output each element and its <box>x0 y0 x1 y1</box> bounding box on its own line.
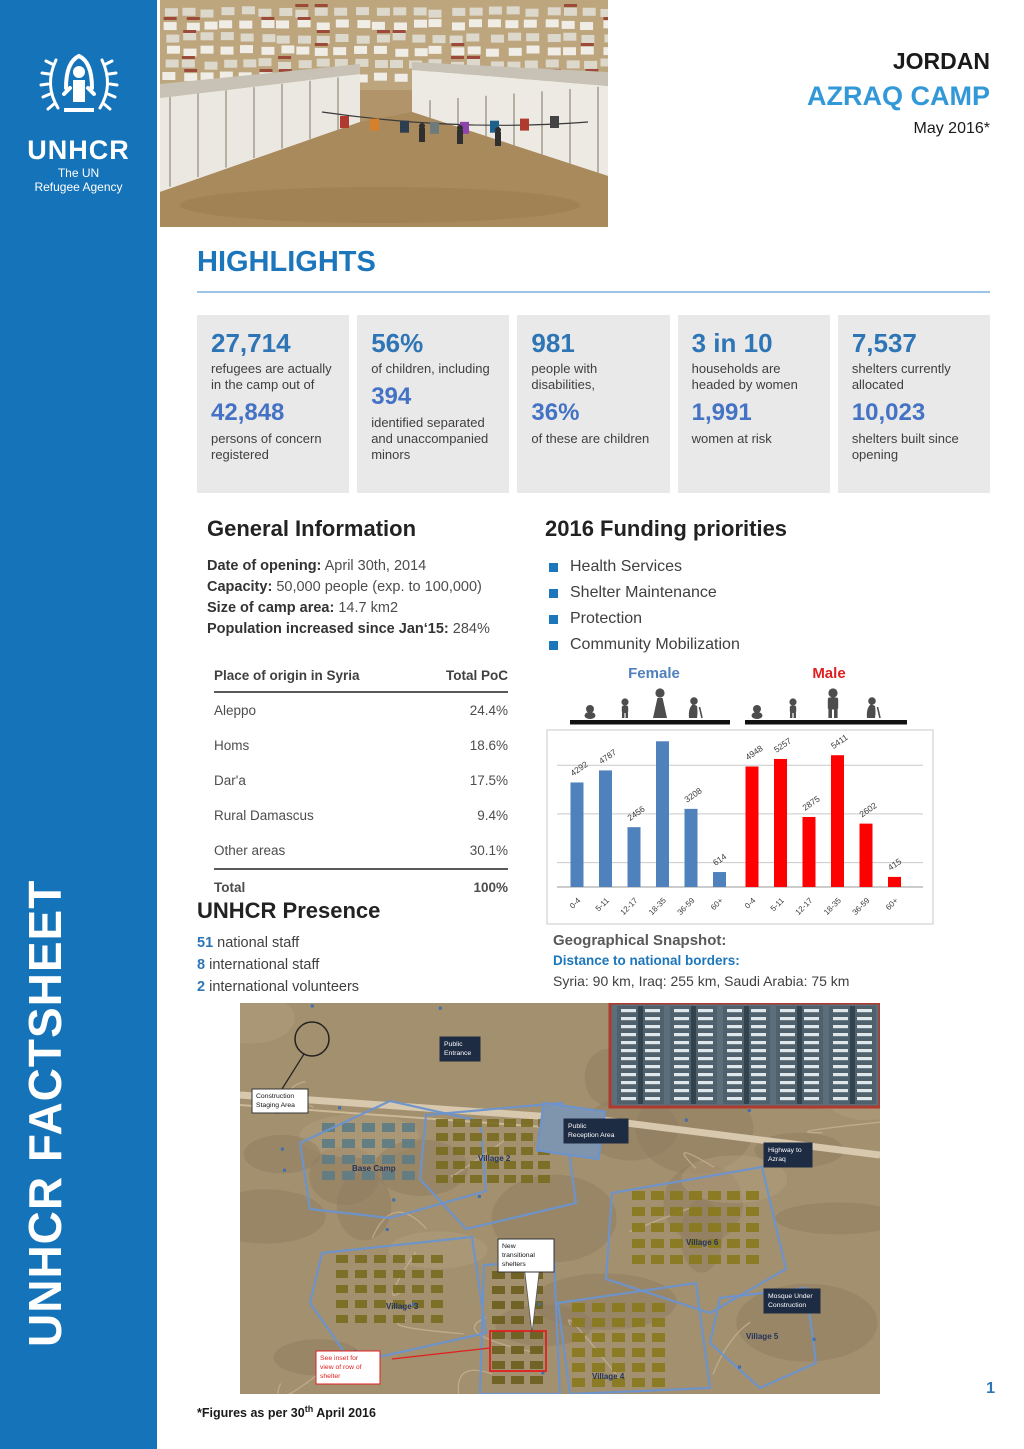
vertical-factsheet-title: UNHCR FACTSHEET <box>19 879 71 1347</box>
funding-item-label: Protection <box>570 610 643 627</box>
footnote-prefix: *Figures as per 30 <box>197 1406 305 1421</box>
presence-role: international staff <box>209 957 320 973</box>
highlight-box <box>678 315 830 493</box>
funding-item-label: Health Services <box>570 558 683 575</box>
general-info-lines <box>207 556 537 640</box>
highlight-stat-secondary: 1,991 <box>691 399 752 426</box>
origin-poc: 17.5% <box>469 773 508 788</box>
origin-table-row <box>214 692 508 728</box>
general-info-line <box>207 577 537 598</box>
origin-table-row <box>214 728 508 763</box>
square-bullet-icon <box>549 589 558 598</box>
origin-poc: 18.6% <box>469 738 508 753</box>
info-label: Size of camp area: <box>207 600 335 616</box>
origin-place: Dar'a <box>214 773 246 788</box>
highlight-stat-primary: 7,537 <box>851 328 917 358</box>
highlight-stat-secondary: 36% <box>531 399 580 426</box>
origin-place: Other areas <box>214 843 286 858</box>
footnote-sup: th <box>304 1404 314 1414</box>
male-bar-12-17 <box>803 817 816 887</box>
svg-text:18-35: 18-35 <box>822 896 843 917</box>
highlight-box <box>197 315 349 493</box>
highlight-desc-primary: of children, including <box>371 361 490 376</box>
svg-text:Construction: Construction <box>256 1093 295 1100</box>
svg-text:Entrance: Entrance <box>444 1050 472 1057</box>
origin-table-row <box>214 798 508 833</box>
map-label-highway-to-azraq <box>764 1143 812 1167</box>
svg-text:5257: 5257 <box>771 735 794 755</box>
origin-place: Homs <box>214 738 250 753</box>
svg-text:Base Camp: Base Camp <box>352 1164 396 1173</box>
origin-total-value: 100% <box>420 869 508 905</box>
geo-snapshot <box>553 932 953 989</box>
svg-text:Village 5: Village 5 <box>746 1332 779 1341</box>
presence-line <box>197 932 359 954</box>
funding-item <box>549 584 740 602</box>
geo-distances: Syria: 90 km, Iraq: 255 km, Saudi Arabia: 75 km <box>553 973 850 989</box>
svg-text:415: 415 <box>885 856 904 873</box>
demographics-chart <box>545 662 937 928</box>
highlight-desc-primary: refugees are actually in the camp out of <box>211 361 332 392</box>
girl-icon <box>621 698 628 718</box>
highlight-stat-primary: 27,714 <box>211 328 291 358</box>
female-bar-36-59 <box>685 809 698 887</box>
svg-text:3208: 3208 <box>682 785 704 805</box>
svg-text:New: New <box>502 1243 516 1250</box>
elderly-woman-icon <box>689 697 702 718</box>
woman-icon <box>653 688 667 718</box>
svg-text:5411: 5411 <box>828 732 850 751</box>
svg-text:Public: Public <box>568 1123 587 1130</box>
highlight-desc-primary: households are headed by women <box>691 361 798 392</box>
svg-text:Public: Public <box>444 1041 463 1048</box>
svg-text:60+: 60+ <box>708 896 725 913</box>
svg-text:18-35: 18-35 <box>647 896 668 917</box>
square-bullet-icon <box>549 615 558 624</box>
origin-place: Rural Damascus <box>214 808 314 823</box>
svg-text:See inset for: See inset for <box>320 1355 359 1362</box>
origin-table <box>214 662 508 905</box>
svg-text:Village 4: Village 4 <box>592 1372 625 1381</box>
funding-item <box>549 558 740 576</box>
logo-org-text: UNHCR <box>27 135 130 165</box>
svg-text:Mosque Under: Mosque Under <box>768 1293 813 1300</box>
camp-title: AZRAQ CAMP <box>807 81 990 111</box>
funding-item <box>549 636 740 654</box>
funding-item <box>549 610 740 628</box>
presence-line <box>197 954 359 976</box>
man-icon <box>828 688 838 718</box>
info-label: Date of opening: <box>207 558 322 574</box>
map-label-inset-note <box>316 1351 380 1384</box>
report-date: May 2016* <box>913 120 990 137</box>
highlight-desc-secondary: identified separated and unaccompanied minors <box>371 415 489 462</box>
svg-text:Azraq: Azraq <box>768 1156 786 1163</box>
info-value: April 30th, 2014 <box>324 558 427 574</box>
camp-photo <box>160 0 608 227</box>
svg-text:shelter: shelter <box>320 1373 341 1380</box>
map-label-village-6 <box>686 1238 719 1247</box>
svg-text:Male: Male <box>812 665 846 682</box>
svg-text:Village 6: Village 6 <box>686 1238 719 1247</box>
presence-lines <box>197 932 359 998</box>
geo-title: Geographical Snapshot: <box>553 932 727 949</box>
female-bar-60+ <box>713 872 726 887</box>
svg-text:4948: 4948 <box>743 743 765 763</box>
page-number: 1 <box>986 1380 995 1397</box>
origin-table-row <box>214 833 508 869</box>
male-bar-0-4 <box>746 766 759 887</box>
female-bar-18-35 <box>656 741 669 887</box>
highlight-desc-primary: shelters currently allocated <box>851 361 951 392</box>
highlight-desc-secondary: of these are children <box>531 431 650 446</box>
highlight-stat-primary: 56% <box>371 328 424 358</box>
highlight-box <box>838 315 990 493</box>
map-label-public-reception-area <box>564 1119 628 1143</box>
origin-poc: 30.1% <box>469 843 508 858</box>
general-info-line <box>207 619 537 640</box>
svg-text:Construction: Construction <box>768 1302 807 1309</box>
highlights-title: HIGHLIGHTS <box>197 246 376 278</box>
svg-text:2602: 2602 <box>857 800 879 820</box>
male-bar-60+ <box>888 877 901 887</box>
map-label-construction-staging-area <box>252 1089 308 1113</box>
origin-table-row <box>214 763 508 798</box>
map-label-village-5 <box>746 1332 779 1341</box>
map-label-village-4 <box>592 1372 625 1381</box>
svg-text:4787: 4787 <box>596 747 619 767</box>
info-label: Capacity: <box>207 579 273 595</box>
logo-tagline-2: Refugee Agency <box>34 180 123 194</box>
highlight-stat-secondary: 10,023 <box>851 399 926 426</box>
female-bar-0-4 <box>571 782 584 887</box>
svg-text:0-4: 0-4 <box>742 896 758 911</box>
svg-text:36-59: 36-59 <box>675 896 697 917</box>
svg-text:2875: 2875 <box>800 793 822 813</box>
highlight-desc-secondary: women at risk <box>691 431 772 446</box>
male-bar-18-35 <box>831 755 844 887</box>
origin-col-header: Place of origin in Syria <box>214 662 420 692</box>
female-bar-12-17 <box>628 827 641 887</box>
baby-girl-icon <box>585 705 596 719</box>
presence-count: 8 <box>197 957 206 973</box>
funding-item-label: Shelter Maintenance <box>570 584 717 601</box>
male-bar-5-11 <box>774 759 787 887</box>
male-bar-36-59 <box>860 824 873 887</box>
elderly-man-icon <box>867 697 880 718</box>
camp-map <box>240 1003 880 1394</box>
svg-text:view of row of: view of row of <box>320 1364 362 1371</box>
map-label-village-3 <box>386 1302 419 1311</box>
female-bar-5-11 <box>599 770 612 887</box>
presence-role: national staff <box>217 935 300 951</box>
unhcr-logo <box>0 42 157 194</box>
funding-list <box>549 558 740 662</box>
baby-boy-icon <box>752 705 763 719</box>
funding-item-label: Community Mobilization <box>570 636 740 653</box>
svg-text:60+: 60+ <box>883 896 900 913</box>
origin-poc: 24.4% <box>469 703 508 718</box>
map-label-new-transitional-shelters <box>498 1239 554 1272</box>
presence-count: 51 <box>197 935 214 951</box>
presence-line <box>197 976 359 998</box>
funding-title: 2016 Funding priorities <box>545 516 788 541</box>
svg-text:12-17: 12-17 <box>618 896 640 917</box>
poc-col-header: Total PoC <box>420 662 508 692</box>
highlights-boxes <box>197 315 990 493</box>
highlight-box <box>357 315 509 493</box>
general-info-title: General Information <box>207 516 417 541</box>
origin-poc: 9.4% <box>477 808 508 823</box>
map-label-base-camp <box>352 1164 396 1173</box>
general-info-line <box>207 598 537 619</box>
footnote-suffix: April 2016 <box>313 1406 376 1421</box>
header <box>620 48 990 138</box>
highlight-stat-primary: 981 <box>531 328 575 358</box>
svg-text:Highway to: Highway to <box>768 1147 802 1154</box>
presence-role: international volunteers <box>209 979 360 995</box>
presence-title: UNHCR Presence <box>197 898 381 923</box>
info-value: 284% <box>452 621 490 637</box>
country-title: JORDAN <box>892 48 990 74</box>
svg-text:Staging Area: Staging Area <box>256 1102 295 1109</box>
info-value: 14.7 km2 <box>338 600 399 616</box>
info-label: Population increased since Jan‘15: <box>207 621 449 637</box>
svg-text:5-11: 5-11 <box>768 896 786 914</box>
highlight-desc-primary: people with disabilities, <box>531 361 598 392</box>
geo-borders-label: Distance to national borders: <box>553 953 740 968</box>
presence-count: 2 <box>197 979 206 995</box>
boy-icon <box>789 698 796 718</box>
origin-place: Aleppo <box>214 703 257 718</box>
svg-text:36-59: 36-59 <box>850 896 872 917</box>
highlights-rule <box>197 291 990 293</box>
logo-tagline-1: The UN <box>57 166 100 180</box>
svg-text:2456: 2456 <box>625 803 647 823</box>
map-label-village-2 <box>478 1154 511 1163</box>
map-label-public-entrance <box>440 1037 480 1061</box>
highlight-stat-primary: 3 in 10 <box>691 328 773 358</box>
svg-text:Village 2: Village 2 <box>478 1154 511 1163</box>
svg-text:Female: Female <box>628 665 680 682</box>
unhcr-emblem-icon <box>36 42 122 128</box>
map-label-mosque-under-construction <box>764 1289 820 1313</box>
info-value: 50,000 people (exp. to 100,000) <box>276 579 482 595</box>
svg-text:shelters: shelters <box>502 1261 526 1268</box>
svg-text:12-17: 12-17 <box>793 896 815 917</box>
svg-text:Village 3: Village 3 <box>386 1302 419 1311</box>
svg-text:614: 614 <box>710 851 729 868</box>
svg-text:transitional: transitional <box>502 1252 535 1259</box>
highlight-stat-secondary: 42,848 <box>211 399 285 426</box>
general-info-line <box>207 556 537 577</box>
svg-text:0-4: 0-4 <box>567 896 583 911</box>
svg-text:4292: 4292 <box>568 759 590 779</box>
highlight-desc-secondary: persons of concern registered <box>211 431 322 462</box>
highlight-desc-secondary: shelters built since opening <box>851 431 959 462</box>
square-bullet-icon <box>549 563 558 572</box>
highlight-box <box>517 315 669 493</box>
svg-text:Reception Area: Reception Area <box>568 1132 615 1139</box>
highlight-stat-secondary: 394 <box>371 383 412 410</box>
square-bullet-icon <box>549 641 558 650</box>
svg-text:5-11: 5-11 <box>593 896 611 914</box>
origin-total-label: Total <box>214 869 420 905</box>
sidebar <box>0 0 157 1449</box>
footnote <box>197 1404 376 1420</box>
